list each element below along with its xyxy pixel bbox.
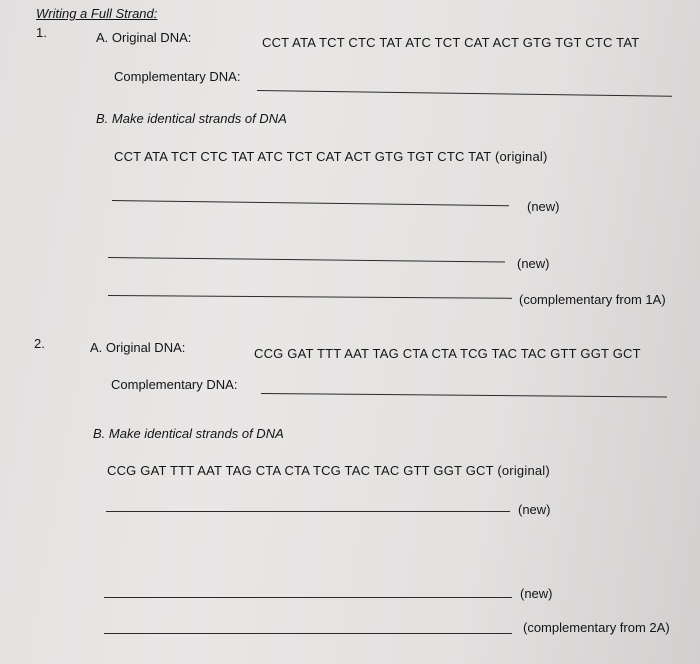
section-1-complementary-line[interactable] (108, 295, 512, 299)
section-2-complementary-from-label: (complementary from 2A) (523, 620, 670, 635)
section-1-new-label-2: (new) (517, 256, 550, 271)
section-2-number: 2. (34, 336, 45, 351)
section-1-identical-sequence: CCT ATA TCT CTC TAT ATC TCT CAT ACT GTG TGT CTC TAT (original) (114, 149, 548, 164)
section-1-complementary-answer-line[interactable] (257, 90, 672, 97)
section-2-identical-label: B. Make identical strands of DNA (93, 426, 284, 441)
section-2-new-label-1: (new) (518, 502, 551, 517)
section-1-complementary-label: Complementary DNA: (114, 69, 241, 84)
section-2-complementary-line[interactable] (104, 633, 512, 634)
section-1-identical-label: B. Make identical strands of DNA (96, 111, 287, 126)
section-1-new-label-1: (new) (527, 199, 560, 214)
section-2-identical-sequence: CCG GAT TTT AAT TAG CTA CTA TCG TAC TAC GTT GGT GCT (original) (107, 463, 550, 478)
section-2-original-sequence: CCG GAT TTT AAT TAG CTA CTA TCG TAC TAC GTT GGT GCT (254, 346, 641, 361)
section-2-new-line-1[interactable] (106, 511, 510, 512)
section-1-original-label: A. Original DNA: (96, 30, 192, 45)
section-2-original-label: A. Original DNA: (90, 340, 186, 355)
section-1-number: 1. (36, 25, 47, 40)
section-2-complementary-label: Complementary DNA: (111, 377, 238, 392)
section-2-new-line-2[interactable] (104, 597, 512, 598)
section-1-new-line-2[interactable] (108, 257, 505, 263)
section-2-complementary-answer-line[interactable] (261, 393, 667, 398)
section-2-new-label-2: (new) (520, 586, 553, 601)
section-1-original-sequence: CCT ATA TCT CTC TAT ATC TCT CAT ACT GTG TGT CTC TAT (262, 35, 640, 50)
worksheet-title: Writing a Full Strand: (36, 6, 158, 21)
section-1-complementary-from-label: (complementary from 1A) (519, 292, 666, 307)
section-1-new-line-1[interactable] (112, 200, 509, 206)
